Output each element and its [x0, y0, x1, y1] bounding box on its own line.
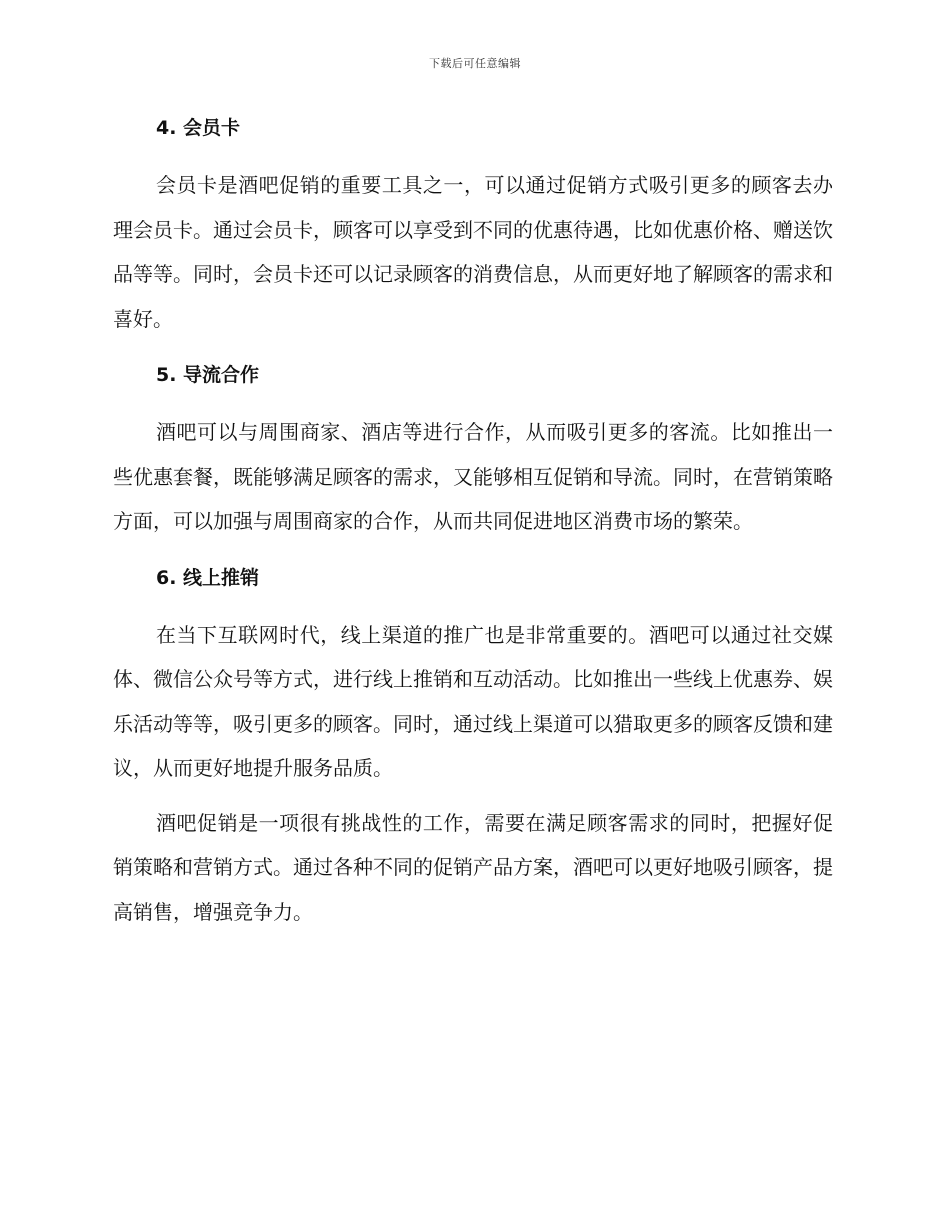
section-paragraph-online-promotion: 在当下互联网时代，线上渠道的推广也是非常重要的。酒吧可以通过社交媒体、微信公众号等方式，进行线上推销和互动活动。比如推出一些线上优惠券、娱乐活动等等，吸引更多的顾客。同时，通过线上渠道可以猎取更多的顾客反馈和建议，从而更好地提升服务品质。: [113, 622, 833, 780]
section-heading-traffic-cooperation: 5. 导流合作: [156, 364, 260, 386]
section-paragraph-traffic-cooperation: 酒吧可以与周围商家、酒店等进行合作，从而吸引更多的客流。比如推出一些优惠套餐，既能够满足顾客的需求，又能够相互促销和导流。同时，在营销策略方面，可以加强与周围商家的合作，从而共同促进地区消费市场的繁荣。: [113, 420, 833, 533]
section-heading-online-promotion: 6. 线上推销: [156, 566, 260, 589]
page-header-note: 下载后可任意编辑: [429, 57, 521, 70]
section-heading-membership-card: 4. 会员卡: [156, 117, 241, 139]
section-paragraph-membership-card: 会员卡是酒吧促销的重要工具之一，可以通过促销方式吸引更多的顾客去办理会员卡。通过会员卡，顾客可以享受到不同的优惠待遇，比如优惠价格、赠送饮品等等。同时，会员卡还可以记录顾客的消费信息，从而更好地了解顾客的需求和喜好。: [113, 173, 833, 331]
conclusion-paragraph: 酒吧促销是一项很有挑战性的工作，需要在满足顾客需求的同时，把握好促销策略和营销方式。通过各种不同的促销产品方案，酒吧可以更好地吸引顾客，提高销售，增强竞争力。: [113, 810, 833, 924]
document-body: [113, 112, 833, 944]
